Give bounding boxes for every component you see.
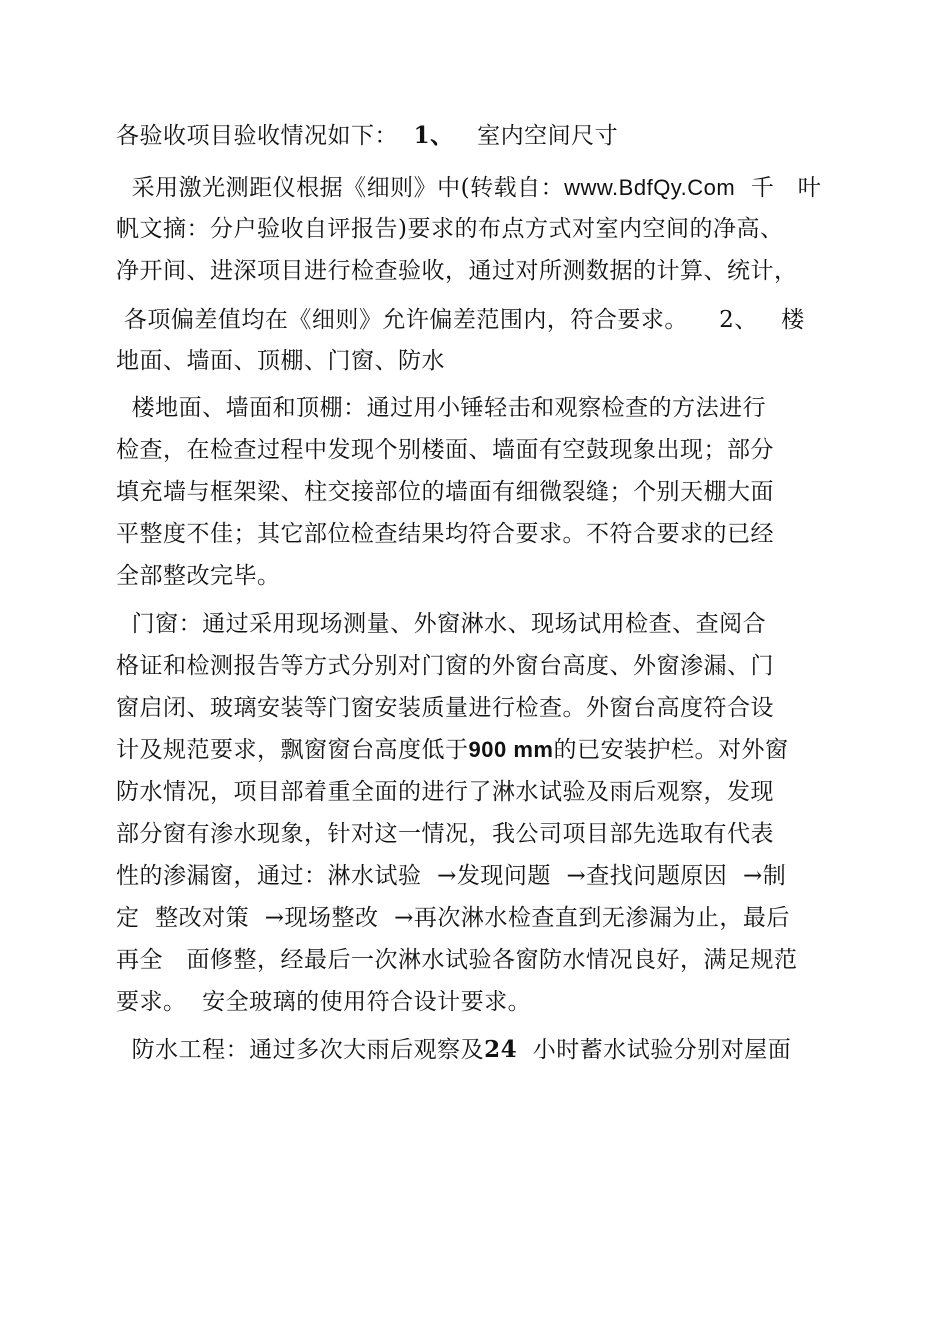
text-line-11: 全部整改完毕。 <box>116 563 281 589</box>
text-segment: 的已安装护栏。对外窗 <box>553 737 789 763</box>
text-segment: →再次淋水检查直到无渗漏为止，最后 <box>394 905 790 931</box>
text-line-14: 窗启闭、玻璃安装等门窗安装质量进行检查。外窗台高度符合设 <box>116 695 774 721</box>
text-segment: 安全玻璃的使用符合设计要求。 <box>202 989 532 1015</box>
text-segment: 门窗：通过采用现场测量、外窗淋水、现场试用检查、查阅合 <box>131 611 767 637</box>
text-line-16: 防水情况，项目部着重全面的进行了淋水试验及雨后观察，发现 <box>116 779 774 805</box>
text-segment: 叶 <box>797 175 822 201</box>
text-line-3: 帆文摘：分户验收自评报告)要求的布点方式对室内空间的净高、 <box>116 216 784 242</box>
text-segment: 各项偏差值均在《细则》允许偏差范围内，符合要求。 <box>123 307 688 333</box>
text-segment: 2、 <box>719 307 758 333</box>
text-line-1 <box>116 121 846 151</box>
text-segment: 定 <box>116 905 140 931</box>
text-segment: 整改对策 <box>155 905 250 931</box>
text-segment: 小时蓄水试验分别对屋面 <box>532 1037 792 1063</box>
text-segment: →现场整改 <box>264 905 379 931</box>
text-line-18 <box>116 861 846 891</box>
text-segment: 千 <box>750 175 775 201</box>
text-line-12 <box>116 609 846 639</box>
text-segment: 24 <box>484 1036 518 1063</box>
text-segment: 面修整，经最后一次淋水试验各窗防水情况良好，满足规范 <box>186 947 798 973</box>
text-segment: 楼 <box>781 307 805 333</box>
text-segment: →制 <box>742 863 787 889</box>
text-line-9: 填充墙与框架梁、柱交接部位的墙面有细微裂缝；个别天棚大面 <box>116 479 774 505</box>
text-line-19 <box>116 903 846 933</box>
text-segment: 防水工程：通过多次大雨后观察及 <box>131 1037 485 1063</box>
text-line-21 <box>116 987 846 1017</box>
text-segment: →发现问题 <box>437 863 551 889</box>
text-line-6: 地面、墙面、顶棚、门窗、防水 <box>116 348 445 374</box>
text-line-4: 净开间、进深项目进行检查验收，通过对所测数据的计算、统计， <box>116 258 798 284</box>
text-segment: 室内空间尺寸 <box>477 123 619 149</box>
text-line-13: 格证和检测报告等方式分别对门窗的外窗台高度、外窗渗漏、门 <box>116 653 774 679</box>
text-segment: 900 mm <box>468 737 554 762</box>
text-line-20 <box>116 945 846 975</box>
text-line-7 <box>116 393 846 423</box>
text-segment: 采用激光测距仪根据《细则》中(转载自： <box>131 175 565 201</box>
text-segment: →查找问题原因 <box>566 863 728 889</box>
text-segment: 再全 <box>116 947 163 973</box>
text-line-5 <box>116 305 846 335</box>
text-segment: 要求。 <box>116 989 187 1015</box>
text-line-2 <box>116 173 846 203</box>
text-segment: 性的渗漏窗，通过：淋水试验 <box>116 863 422 889</box>
text-line-17: 部分窗有渗水现象，针对这一情况，我公司项目部先选取有代表 <box>116 821 774 847</box>
text-line-8: 检查，在检查过程中发现个别楼面、墙面有空鼓现象出现；部分 <box>116 437 774 463</box>
text-segment: www.BdfQy.Com <box>564 175 736 200</box>
text-line-22 <box>116 1035 846 1065</box>
text-segment: 各验收项目验收情况如下： <box>116 123 398 149</box>
text-segment: 1 <box>413 122 431 149</box>
text-line-10: 平整度不佳；其它部位检查结果均符合要求。不符合要求的已经 <box>116 521 774 547</box>
text-segment: 计及规范要求，飘窗窗台高度低于 <box>116 737 469 763</box>
text-line-15 <box>116 735 846 765</box>
text-segment: 楼地面、墙面和顶棚：通过用小锤轻击和观察检查的方法进行 <box>131 395 767 421</box>
text-segment: 、 <box>430 122 454 149</box>
